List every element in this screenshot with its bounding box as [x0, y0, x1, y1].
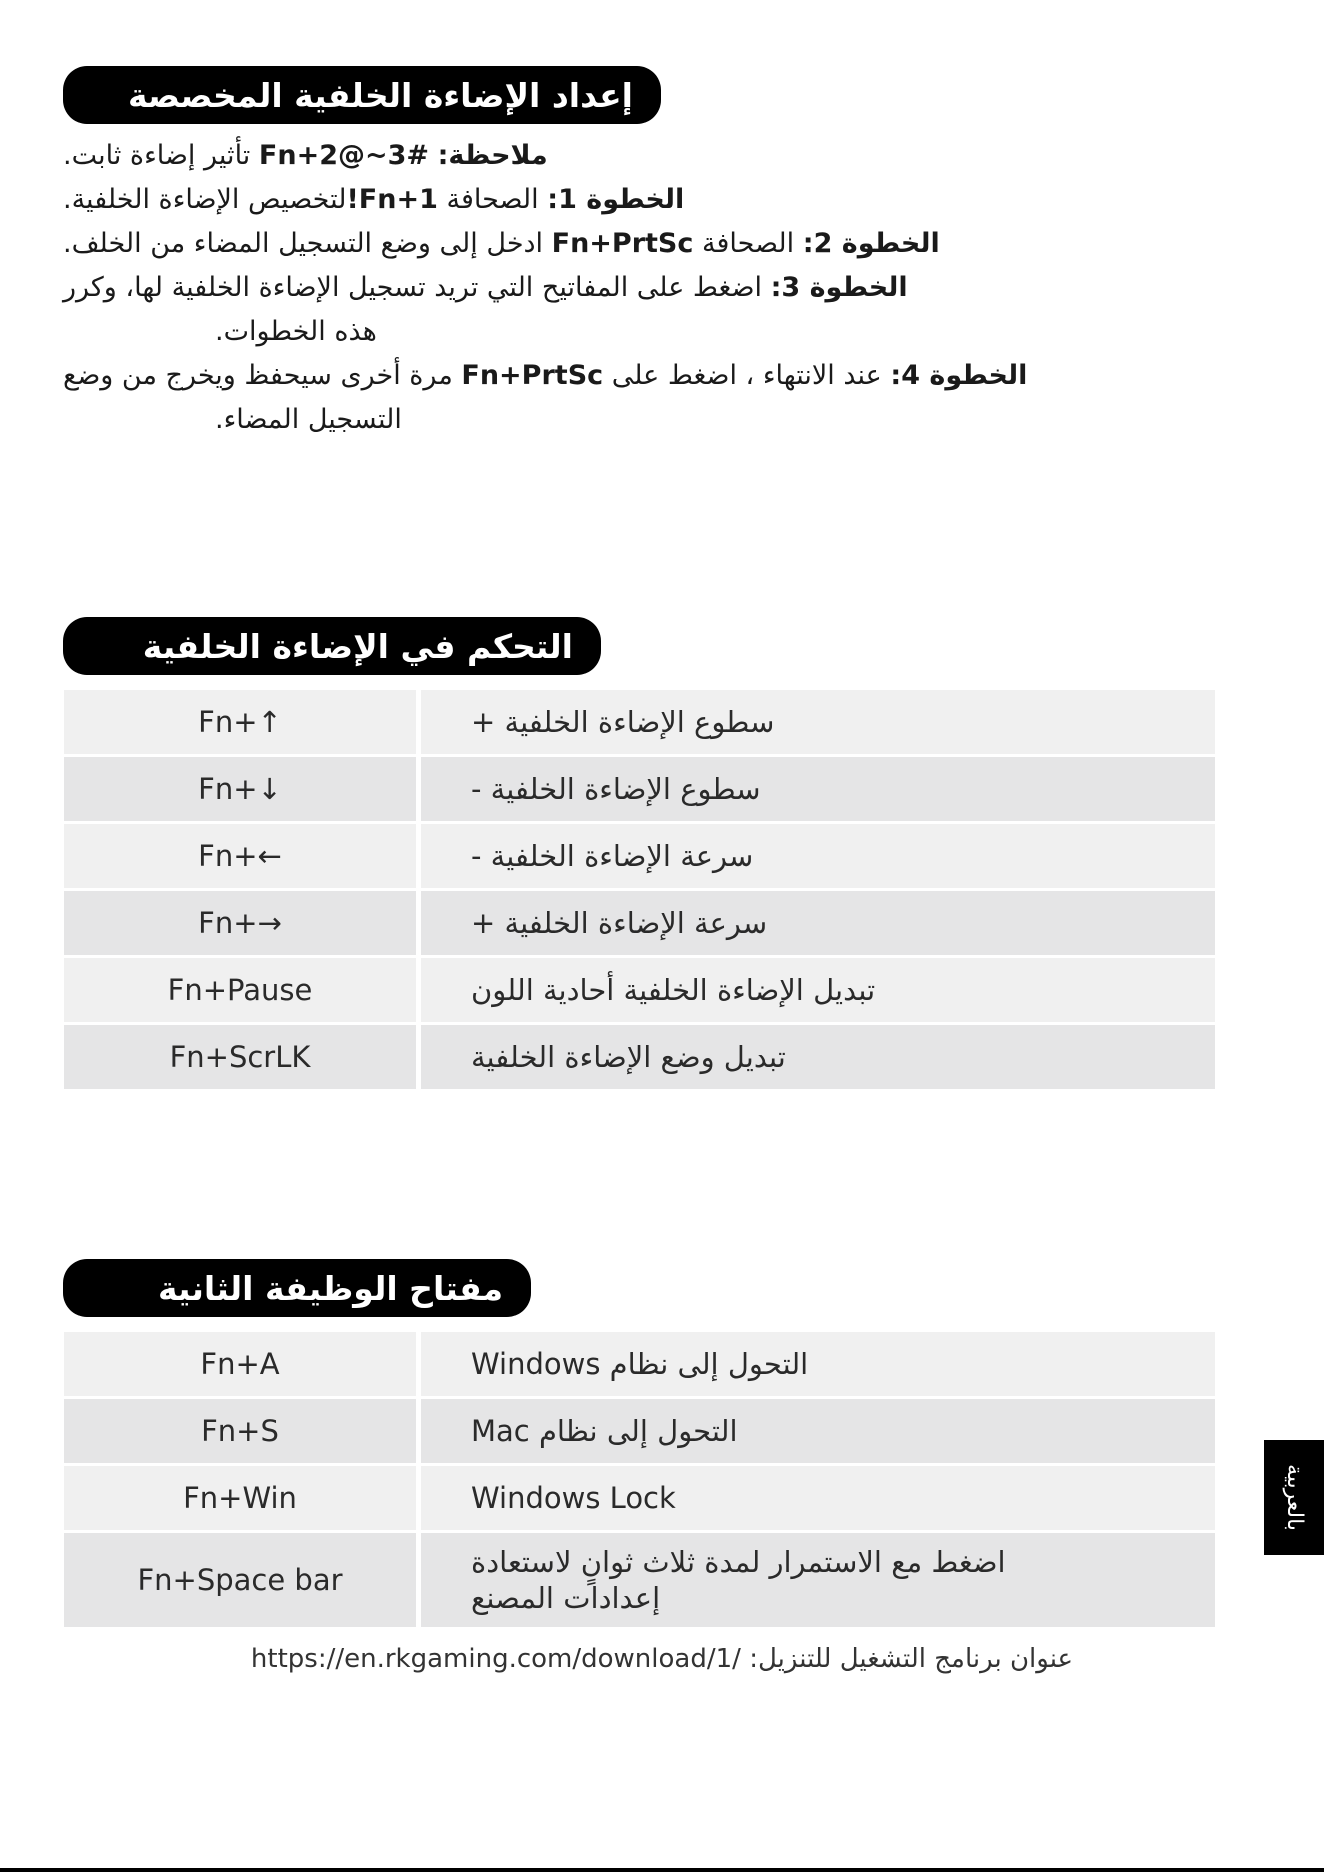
desc-cell: سطوع الإضاءة الخلفية + [421, 690, 1215, 757]
section-title-second-function [63, 1259, 531, 1317]
step-1-pre: الصحافة [446, 184, 539, 215]
note-label: ملاحظة: [437, 140, 548, 171]
key-cell: Fn+A [64, 1332, 421, 1399]
desc-cell: تبديل وضع الإضاءة الخلفية [421, 1025, 1215, 1092]
table-row [64, 824, 1215, 891]
step-3-text: اضغط على المفاتيح التي تريد تسجيل الإضاءة الخلفية لها، وكرر [63, 272, 763, 303]
table-row [64, 1399, 1215, 1466]
note-text: تأثير إضاءة ثابت. [63, 140, 251, 171]
step-4-key: Fn+PrtSc [461, 360, 604, 391]
step-4-line [63, 354, 1233, 398]
desc-cell: Windows Lock [421, 1466, 1215, 1533]
footer-url[interactable]: https://en.rkgaming.com/download/1/ [250, 1644, 741, 1674]
step-1-key: Fn+1! [346, 184, 438, 215]
step-4-pre: عند الانتهاء ، اضغط على [611, 360, 882, 391]
key-cell: Fn+→ [64, 891, 421, 958]
custom-backlight-steps [63, 134, 1233, 442]
table-row [64, 757, 1215, 824]
desc-cell: سرعة الإضاءة الخلفية + [421, 891, 1215, 958]
section-title-text: مفتاح الوظيفة الثانية [158, 1268, 503, 1308]
step-4-label: الخطوة 4: [890, 360, 1028, 391]
step-2-pre: الصحافة [701, 228, 795, 259]
section-title-text: إعداد الإضاءة الخلفية المخصصة [128, 75, 633, 115]
step-2-key: Fn+PrtSc [551, 228, 694, 259]
key-cell: Fn+S [64, 1399, 421, 1466]
table-row [64, 1332, 1215, 1399]
key-cell: Fn+Space bar [64, 1533, 421, 1630]
backlight-control-table [64, 690, 1215, 1092]
section-title-backlight-control [63, 617, 601, 675]
desc-cell: سطوع الإضاءة الخلفية - [421, 757, 1215, 824]
key-cell: Fn+ScrLK [64, 1025, 421, 1092]
page-bottom-rule [0, 1868, 1324, 1872]
table-row [64, 690, 1215, 757]
desc-cell: تبديل الإضاءة الخلفية أحادية اللون [421, 958, 1215, 1025]
table-row [64, 958, 1215, 1025]
step-4-text: مرة أخرى سيحفظ ويخرج من وضع [63, 360, 453, 391]
desc-cell: سرعة الإضاءة الخلفية - [421, 824, 1215, 891]
step-4-continuation: التسجيل المضاء. [215, 404, 402, 435]
step-2-line [63, 222, 1233, 266]
desc-line-2: إعدادات المصنع [471, 1581, 661, 1615]
key-cell: Fn+← [64, 824, 421, 891]
step-1-label: الخطوة 1: [547, 184, 685, 215]
side-tab-label: بالعربية [1281, 1464, 1307, 1531]
section-title-custom-backlight [63, 66, 661, 124]
section-title-text: التحكم في الإضاءة الخلفية [142, 626, 573, 666]
table-row [64, 1466, 1215, 1533]
note-line [63, 134, 1233, 178]
step-1-line [63, 178, 1233, 222]
desc-cell [421, 1533, 1215, 1630]
key-cell: Fn+Win [64, 1466, 421, 1533]
step-2-text: ادخل إلى وضع التسجيل المضاء من الخلف. [63, 228, 544, 259]
key-cell: Fn+Pause [64, 958, 421, 1025]
desc-cell: التحول إلى نظام Windows [421, 1332, 1215, 1399]
step-3-label: الخطوة 3: [770, 272, 908, 303]
table-row [64, 1025, 1215, 1092]
language-side-tab [1264, 1440, 1324, 1555]
key-cell: Fn+↓ [64, 757, 421, 824]
second-function-table [64, 1332, 1215, 1630]
key-cell: Fn+↑ [64, 690, 421, 757]
table-row [64, 1533, 1215, 1630]
desc-line-1: اضغط مع الاستمرار لمدة ثلاث ثوانٍ لاستعادة [471, 1545, 1006, 1579]
footer-label: عنوان برنامج التشغيل للتنزيل: [749, 1644, 1074, 1674]
desc-cell: التحول إلى نظام Mac [421, 1399, 1215, 1466]
step-3-continuation: هذه الخطوات. [215, 316, 377, 347]
step-1-text: لتخصيص الإضاءة الخلفية. [63, 184, 347, 215]
note-key: Fn+2@~3# [258, 140, 430, 171]
download-footer [0, 1644, 1324, 1674]
step-3-line [63, 266, 1233, 310]
step-2-label: الخطوة 2: [802, 228, 940, 259]
table-row [64, 891, 1215, 958]
